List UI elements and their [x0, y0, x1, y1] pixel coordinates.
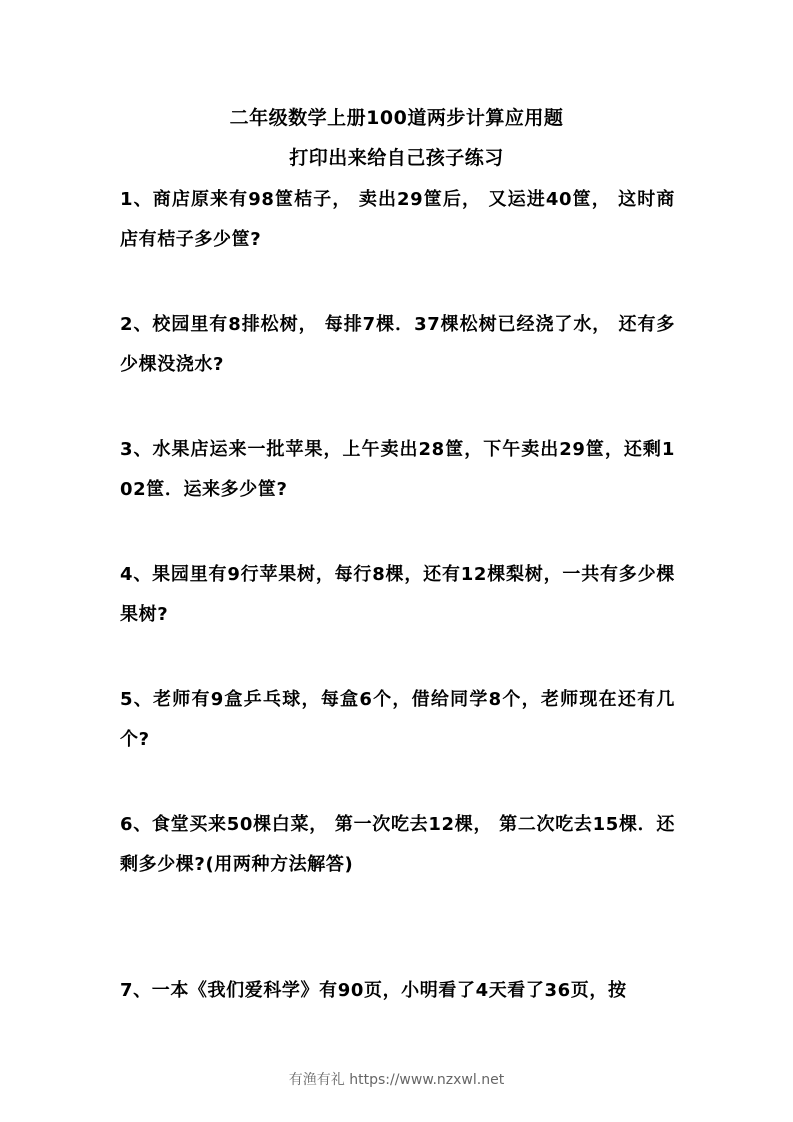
problem-item: 7、一本《我们爱科学》有90页，小明看了4天看了36页，按 [120, 980, 627, 1001]
document-subtitle: 打印出来给自己孩子练习 [289, 147, 504, 169]
problem-item: 5、老师有9盒乒乓球，每盒6个，借给同学8个，老师现在还有几个? [120, 689, 675, 750]
problem-item: 4、果园里有9行苹果树，每行8棵，还有12棵梨树，一共有多少棵果树? [120, 564, 675, 625]
problem-item: 6、食堂买来50棵白菜， 第一次吃去12棵， 第二次吃去15棵．还剩多少棵?(用两种方法解答) [120, 814, 675, 875]
document-title: 二年级数学上册100道两步计算应用题 [229, 107, 564, 129]
footer-watermark: 有渔有礼 https://www.nzxwl.net [288, 1072, 505, 1088]
problem-item: 2、校园里有8排松树， 每排7棵．37棵松树已经浇了水， 还有多少棵没浇水? [120, 314, 675, 375]
problem-item: 1、商店原来有98筐桔子， 卖出29筐后， 又运进40筐， 这时商店有桔子多少筐? [120, 189, 675, 250]
problem-item: 3、水果店运来一批苹果，上午卖出28筐，下午卖出29筐，还剩102筐．运来多少筐? [120, 439, 675, 500]
